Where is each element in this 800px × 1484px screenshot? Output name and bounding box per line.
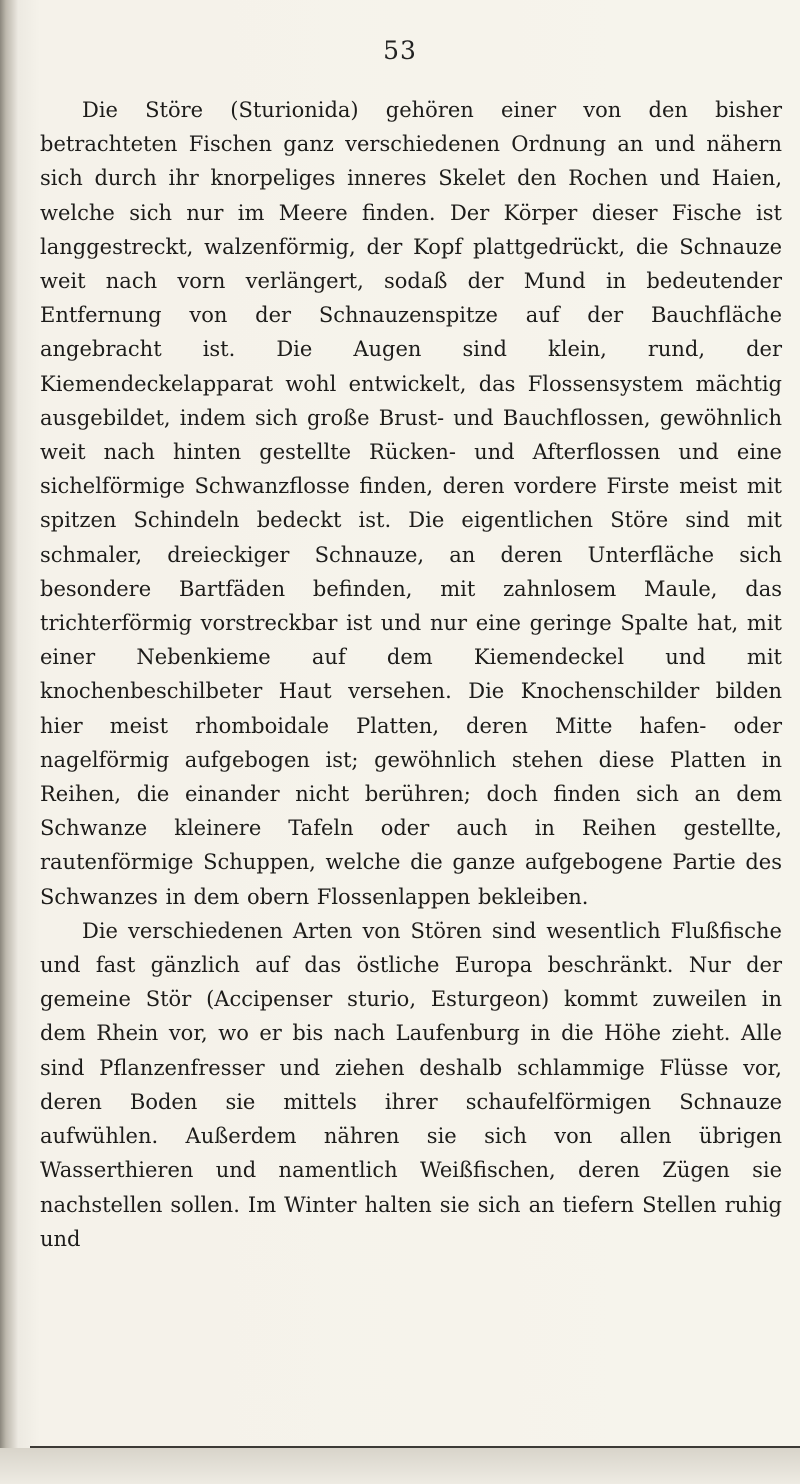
page-bottom-shadow xyxy=(0,1448,800,1484)
page-binding-edge xyxy=(0,0,18,1484)
body-text xyxy=(40,93,782,1256)
paragraph-sturgeon-description: Die Störe (Sturionida) gehören einer von den bisher betrachteten Fischen ganz verschiedenen Ordnung an und nähern sich durch ihr knorpeliges inneres Skelet den Rochen und Haien, welche sich nur im Meere finden. Der Körper dieser Fische ist langgestreckt, walzenförmig, der Kopf plattgedrückt, die Schnauze weit nach vorn verlängert, sodaß der Mund in bedeutender Entfernung von der Schnauzenspitze auf der Bauchfläche angebracht ist. Die Augen sind klein, rund, der Kiemendeckelapparat wohl entwickelt, das Flossensystem mächtig ausgebildet, indem sich große Brust- und Bauchflossen, gewöhnlich weit nach hinten gestellte Rücken- und Afterflossen und eine sichelförmige Schwanzflosse finden, deren vordere Firste meist mit spitzen Schindeln bedeckt ist. Die eigentlichen Störe sind mit schmaler, dreieckiger Schnauze, an deren Unterfläche sich besondere Bartfäden befinden, mit zahnlosem Maule, das trichterförmig vorstreckbar ist und nur eine geringe Spalte hat, mit einer Nebenkieme auf dem Kiemendeckel und mit knochenbeschilbeter Haut versehen. Die Knochenschilder bilden hier meist rhomboidale Platten, deren Mitte hafen- oder nagelförmig aufgebogen ist; gewöhnlich stehen diese Platten in Reihen, die einander nicht berühren; doch finden sich an dem Schwanze kleinere Tafeln oder auch in Reihen gestellte, rautenförmige Schuppen, welche die ganze aufgebogene Partie des Schwanzes in dem obern Flossenlappen bekleiben. xyxy=(40,98,782,909)
paragraph-sturgeon-species: Die verschiedenen Arten von Stören sind wesentlich Flußfische und fast gänzlich auf das östliche Europa beschränkt. Nur der gemeine Stör (Accipenser sturio, Esturgeon) kommt zuweilen in dem Rhein vor, wo er bis nach Laufenburg in die Höhe zieht. Alle sind Pflanzenfresser und ziehen deshalb schlammige Flüsse vor, deren Boden sie mittels ihrer schaufelförmigen Schnauze aufwühlen. Außerdem nähren sie sich von allen übrigen Wasserthieren und namentlich Weißfischen, deren Zügen sie nachstellen sollen. Im Winter halten sie sich an tiefern Stellen ruhig und xyxy=(40,918,782,1251)
page-number: 53 xyxy=(383,36,417,65)
